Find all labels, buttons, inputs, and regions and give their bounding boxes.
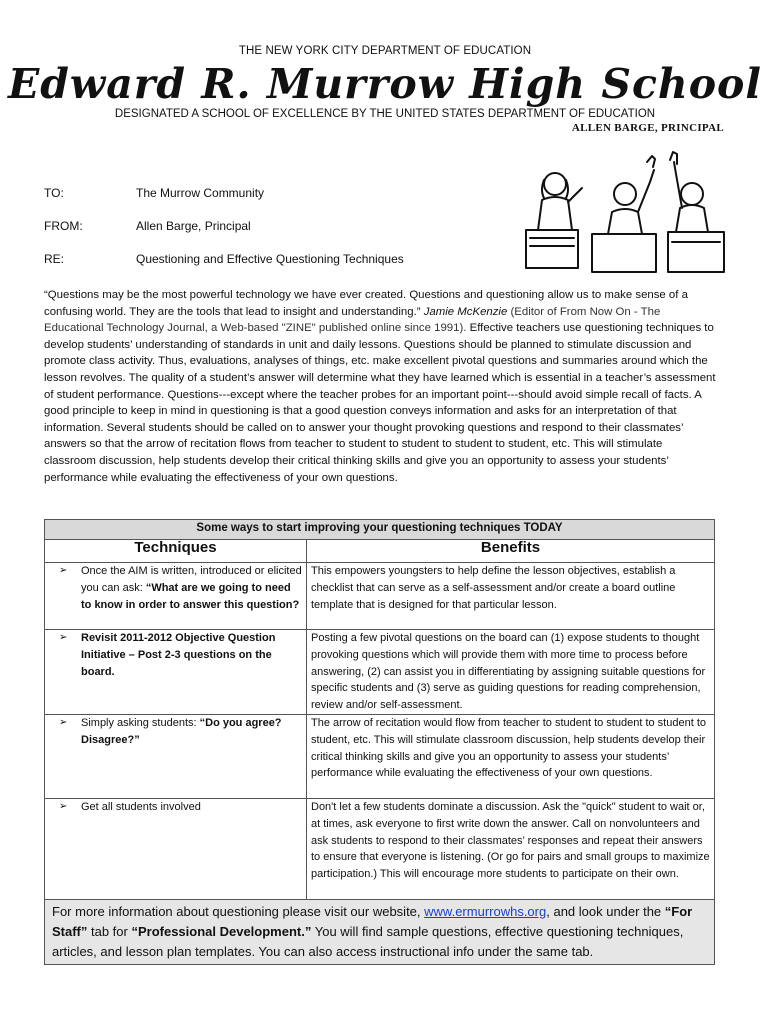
table-caption: Some ways to start improving your questioning techniques TODAY — [45, 520, 715, 540]
footer-text: tab for — [87, 923, 132, 939]
memo-from-label: FROM: — [44, 219, 83, 233]
technique-bold: “What are we going to need to know in order to answer this question? — [81, 581, 300, 611]
technique-bold: “Do you agree? Disagree?” — [81, 716, 282, 746]
footer-note — [45, 899, 715, 964]
table-row — [45, 630, 715, 715]
benefit-text: Don't let a few students dominate a discussion. Ask the "quick" student to wait or, at times, ask everyone to first write down the answer. Call on nonvolunteers and ask students to respond to their classmates’ responses and repeat their answers to ensure that everyone is listening. (Or go for pairs and small groups to maximize participation.) This will encourage more students to participate on their own. — [307, 798, 715, 899]
benefit-text: This empowers youngsters to help define the lesson objectives, establish a checklist that can serve as a self-assessment and/or create a board outline template that is designed for that particular lesson. — [307, 563, 715, 630]
technique-text: Once the AIM is written, introduced or elicited you can ask: — [81, 565, 302, 594]
table-row — [45, 798, 715, 899]
table-row — [45, 563, 715, 630]
table-row — [45, 714, 715, 798]
arrow-bullet-icon: ➢ — [59, 716, 68, 728]
techniques-header: Techniques — [45, 540, 307, 563]
memo-body — [44, 287, 716, 486]
memo-to-value: The Murrow Community — [136, 186, 265, 200]
footer-bold: “Professional Development.” — [131, 923, 312, 939]
technique-text: Simply asking students: — [81, 716, 200, 729]
memo-re-label: RE: — [44, 252, 65, 266]
arrow-bullet-icon: ➢ — [59, 800, 68, 812]
school-name: Edward R. Murrow High School — [8, 60, 762, 108]
body-paragraph: Effective teachers use questioning techniques to develop students’ understanding of standards in unit and daily lessons. Questions should be planned to stimulate discussion and promote class activity. Thus, evaluations, analyses of things, etc. make excellent pivotal questions and summaries around which the lesson revolves. The quality of a student’s answer will determine what they have learned which is essential in a teacher’s assessment of student performance. Questions---except where the teacher probes for an important point---should avoid simple recall of facts. A good principle to keep in mind in questioning is that a good question conveys information and asks for an interpretation of that information. Several students should be called on to answer your thought provoking questions and respond to their classmates’ answers so that the arrow of recitation flows from teacher to student to student to student to student, etc. This will stimulate classroom discussion, help students develop their critical thinking skills and give you an opportunity to assess your students’ performance while evaluating the effectiveness of your own questions. — [44, 322, 716, 484]
website-link[interactable]: www.ermurrowhs.org — [424, 903, 547, 919]
footer-bold: “For Staff” — [52, 903, 693, 939]
principal-name: ALLEN BARGE, PRINCIPAL — [571, 122, 724, 134]
memo-re-value: Questioning and Effective Questioning Techniques — [136, 252, 404, 266]
technique-text: Get all students involved — [81, 800, 201, 813]
quote-author: Jamie McKenzie — [423, 305, 508, 318]
footer-text: , and look under the — [546, 903, 665, 919]
quote-source: (Editor of From Now On - The Educational Technology Journal, a Web-based "ZINE" published online since 1991). — [44, 305, 661, 335]
footer-text: You will find sample questions, effective questioning techniques, articles, and lesson plan templates. You can also access instructional info under the same tab. — [52, 923, 684, 959]
designation-line: DESIGNATED A SCHOOL OF EXCELLENCE BY THE UNITED STATES DEPARTMENT OF EDUCATION — [114, 108, 656, 120]
memo-to-label: TO: — [44, 186, 64, 200]
benefit-text: The arrow of recitation would flow from teacher to student to student to student to student, etc. This will stimulate classroom discussion, help students develop their critical thinking skills and give you an opportunity to assess your students’ performance while evaluating the effectiveness of your own questions. — [307, 714, 715, 798]
footer-text: For more information about questioning please visit our website, — [52, 903, 425, 919]
memo-from-value: Allen Barge, Principal — [136, 219, 251, 233]
students-raising-hands-illustration — [520, 142, 730, 277]
techniques-table — [44, 519, 715, 965]
benefit-text: Posting a few pivotal questions on the board can (1) expose students to thought provoking questions which will provide them with more time to process before answering, (2) can assist you in differentiating by assigning suitable questions for specific students and (3) serve as guiding questions for reading comprehension, review and/or self-assessment. — [307, 630, 715, 715]
department-heading: THE NEW YORK CITY DEPARTMENT OF EDUCATION — [238, 45, 532, 57]
quote-text: “Questions may be the most powerful technology we have ever created. Questions and questioning allow us to make sense of a confusing world. They are the tools that lead to insight and understanding.” — [44, 289, 688, 318]
benefits-header: Benefits — [307, 540, 715, 563]
technique-bold: Revisit 2011-2012 Objective Question Initiative – Post 2-3 questions on the board. — [81, 632, 276, 678]
arrow-bullet-icon: ➢ — [59, 565, 68, 576]
arrow-bullet-icon: ➢ — [59, 632, 68, 643]
